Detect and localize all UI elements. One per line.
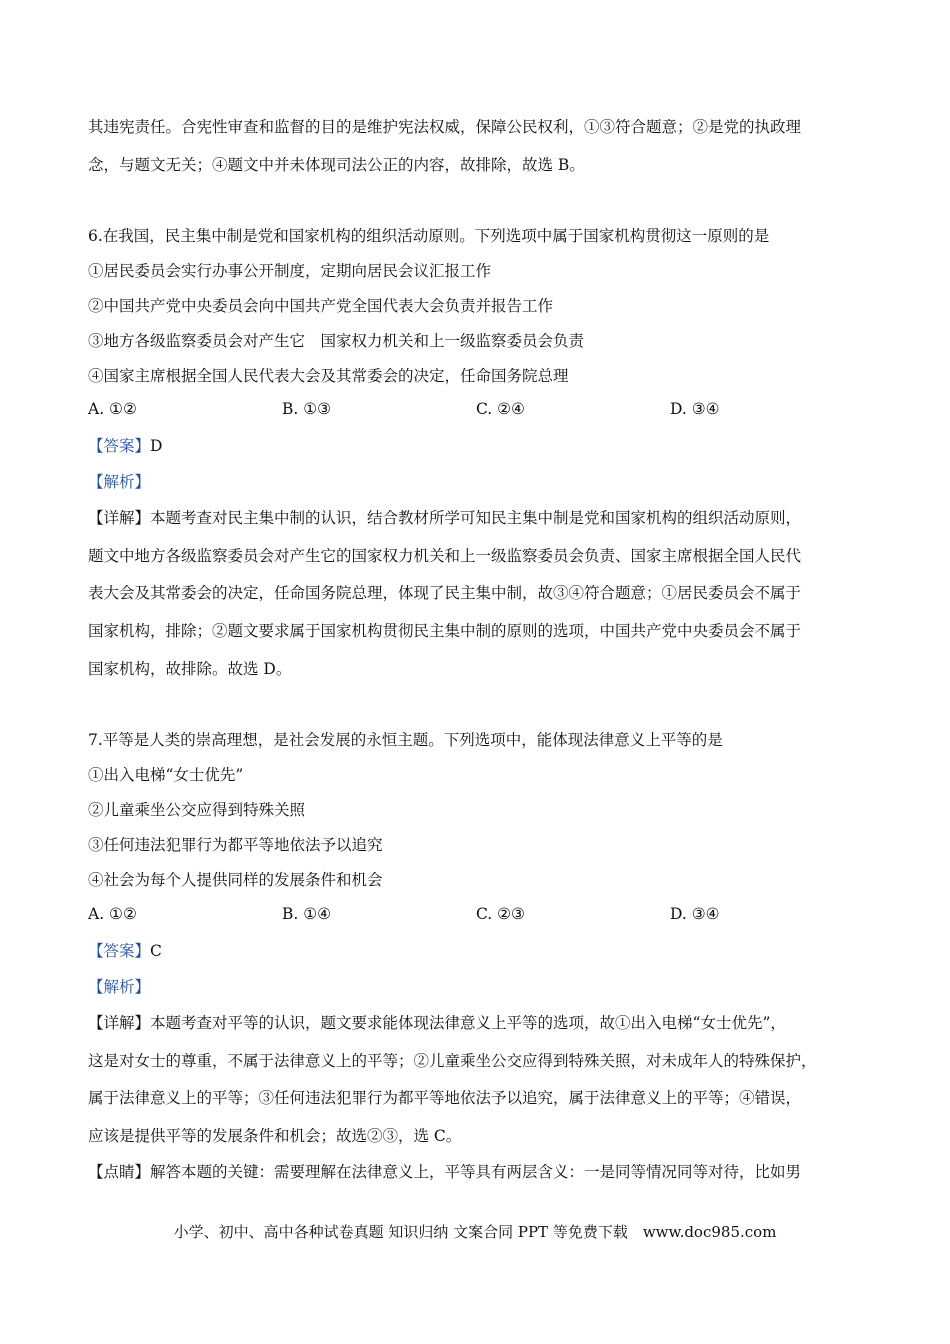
intro-line-2: 念，与题文无关；④题文中并未体现司法公正的内容，故排除，故选 B。 [88, 156, 585, 174]
q7-detail-label: 【详解】 [88, 1014, 151, 1032]
q6-answer-label: 【答案】 [88, 437, 151, 455]
q7-detail-line-1: 【详解】本题考查对平等的认识，题文要求能体现法律意义上平等的选项，故①出入电梯“女士优先”， [88, 1014, 786, 1032]
q6-option-a: A. ①② [88, 400, 137, 418]
q6-detail-line-2: 题文中地方各级监察委员会对产生它的国家权力机关和上一级监察委员会负责、国家主席根据全国人民代 [88, 547, 802, 565]
q6-item-3: ③地方各级监察委员会对产生它 国家权力机关和上一级监察委员会负责 [88, 332, 585, 350]
q7-answer-value: C [150, 942, 162, 960]
q6-item-1: ①居民委员会实行办事公开制度，定期向居民会议汇报工作 [88, 262, 492, 280]
q6-analysis-label: 【解析】 [88, 473, 151, 491]
q7-tip-line: 【点睛】解答本题的关键：需要理解在法律意义上，平等具有两层含义：一是同等情况同等对待，比如男 [88, 1163, 802, 1181]
page-footer: 小学、初中、高中各种试卷真题 知识归纳 文案合同 PPT 等免费下载 www.doc985.com [173, 1223, 777, 1241]
q6-option-d: D. ③④ [670, 400, 720, 418]
q6-stem: 6.在我国，民主集中制是党和国家机构的组织活动原则。下列选项中属于国家机构贯彻这一原则的是 [88, 227, 770, 245]
q7-option-a: A. ①② [88, 905, 137, 923]
q7-item-1: ①出入电梯“女士优先” [88, 766, 244, 784]
q7-answer [88, 941, 162, 961]
q6-option-b: B. ①③ [282, 400, 332, 418]
intro-line-1: 其违宪责任。合宪性审查和监督的目的是维护宪法权威，保障公民权利，①③符合题意；②是党的执政理 [88, 118, 802, 136]
q7-detail-line-4: 应该是提供平等的发展条件和机会；故选②③，选 C。 [88, 1127, 462, 1145]
q7-stem: 7.平等是人类的崇高理想，是社会发展的永恒主题。下列选项中，能体现法律意义上平等的是 [88, 731, 723, 749]
q7-analysis-label: 【解析】 [88, 978, 151, 996]
q6-option-c: C. ②④ [476, 400, 525, 418]
q7-detail-line-3: 属于法律意义上的平等；③任何违法犯罪行为都平等地依法予以追究，属于法律意义上的平等；④错误， [88, 1089, 802, 1107]
q6-detail-line-5: 国家机构，故排除。故选 D。 [88, 660, 292, 678]
q6-item-4: ④国家主席根据全国人民代表大会及其常委会的决定，任命国务院总理 [88, 367, 569, 385]
q7-option-b: B. ①④ [282, 905, 332, 923]
q6-detail-line-1: 【详解】本题考查对民主集中制的认识，结合教材所学可知民主集中制是党和国家机构的组织活动原则， [88, 509, 802, 527]
q7-option-d: D. ③④ [670, 905, 720, 923]
q6-answer-value: D [150, 437, 163, 455]
q7-item-2: ②儿童乘坐公交应得到特殊关照 [88, 801, 306, 819]
q7-option-c: C. ②③ [476, 905, 525, 923]
q6-detail-label: 【详解】 [88, 509, 151, 527]
q6-options [88, 400, 868, 420]
q6-answer [88, 436, 162, 456]
q7-answer-label: 【答案】 [88, 942, 151, 960]
q7-item-4: ④社会为每个人提供同样的发展条件和机会 [88, 871, 383, 889]
q6-item-2: ②中国共产党中央委员会向中国共产党全国代表大会负责并报告工作 [88, 297, 554, 315]
q7-detail-line-2: 这是对女士的尊重，不属于法律意义上的平等；②儿童乘坐公交应得到特殊关照，对未成年人的特殊保护， [88, 1052, 817, 1070]
q7-options [88, 905, 868, 925]
q7-item-3: ③任何违法犯罪行为都平等地依法予以追究 [88, 836, 383, 854]
q6-detail-line-4: 国家机构，排除；②题文要求属于国家机构贯彻民主集中制的原则的选项，中国共产党中央委员会不属于 [88, 622, 802, 640]
q6-detail-line-3: 表大会及其常委会的决定，任命国务院总理，体现了民主集中制，故③④符合题意；①居民委员会不属于 [88, 584, 802, 602]
q7-tip-label: 【点睛】 [88, 1163, 151, 1181]
